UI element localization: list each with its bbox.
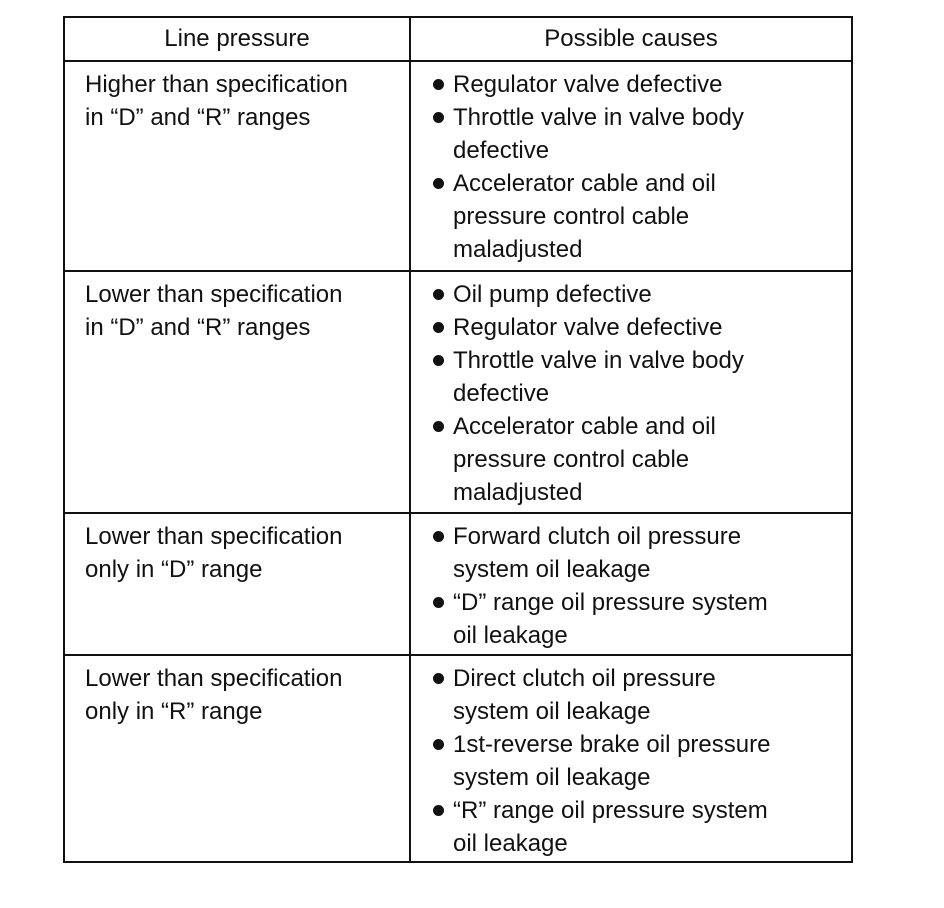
cause-item <box>431 410 839 509</box>
cause-item <box>431 586 839 652</box>
bullet-icon <box>431 101 453 134</box>
cause-item <box>431 101 839 167</box>
condition-line: only in “R” range <box>85 698 263 725</box>
cause-item <box>431 662 839 728</box>
condition-cell <box>65 62 411 270</box>
cause-line: maladjusted <box>453 236 583 263</box>
table-header-row <box>65 18 851 60</box>
cause-line: pressure control cable <box>453 203 690 230</box>
condition-cell <box>65 272 411 512</box>
bullet-icon <box>431 68 453 101</box>
cause-line: maladjusted <box>453 479 583 506</box>
bullet-icon <box>431 410 453 443</box>
condition-line: in “D” and “R” ranges <box>85 314 311 341</box>
header-possible-causes: Possible causes <box>544 25 718 52</box>
bullet-icon <box>431 344 453 377</box>
cause-item <box>431 344 839 410</box>
cause-item <box>431 167 839 266</box>
bullet-icon <box>431 586 453 619</box>
cause-line: Regulator valve defective <box>453 71 723 98</box>
cause-line: Accelerator cable and oil <box>453 170 716 197</box>
cause-line: pressure control cable <box>453 446 690 473</box>
cause-item <box>431 311 839 344</box>
condition-line: Higher than specification <box>85 71 348 98</box>
cause-line: oil leakage <box>453 830 568 857</box>
header-line-pressure: Line pressure <box>65 18 411 60</box>
cause-line: Forward clutch oil pressure <box>453 523 742 550</box>
table-row <box>65 270 851 512</box>
causes-cell <box>411 514 851 654</box>
condition-line: in “D” and “R” ranges <box>85 104 311 131</box>
condition-line: Lower than specification <box>85 281 343 308</box>
bullet-icon <box>431 278 453 311</box>
cause-line: system oil leakage <box>453 764 651 791</box>
cause-line: Accelerator cable and oil <box>453 413 716 440</box>
table-row <box>65 654 851 861</box>
cause-line: Throttle valve in valve body <box>453 347 744 374</box>
cause-line: Throttle valve in valve body <box>453 104 744 131</box>
causes-cell <box>411 62 851 270</box>
causes-cell <box>411 656 851 861</box>
cause-item <box>431 520 839 586</box>
cause-line: defective <box>453 137 550 164</box>
condition-line: Lower than specification <box>85 665 343 692</box>
cause-line: defective <box>453 380 550 407</box>
cause-line: 1st-reverse brake oil pressure <box>453 731 771 758</box>
bullet-icon <box>431 662 453 695</box>
cause-line: “R” range oil pressure system <box>453 797 768 824</box>
cause-item <box>431 278 839 311</box>
bullet-icon <box>431 728 453 761</box>
cause-item <box>431 68 839 101</box>
cause-line: Oil pump defective <box>453 281 652 308</box>
cause-item <box>431 794 839 860</box>
table-row <box>65 60 851 270</box>
condition-line: only in “D” range <box>85 556 263 583</box>
bullet-icon <box>431 311 453 344</box>
cause-line: system oil leakage <box>453 698 651 725</box>
causes-cell <box>411 272 851 512</box>
cause-line: oil leakage <box>453 622 568 649</box>
cause-line: Direct clutch oil pressure <box>453 665 716 692</box>
cause-item <box>431 728 839 794</box>
cause-line: Regulator valve defective <box>453 314 723 341</box>
condition-cell <box>65 656 411 861</box>
bullet-icon <box>431 794 453 827</box>
line-pressure-table <box>63 16 853 863</box>
table-row <box>65 512 851 654</box>
condition-cell <box>65 514 411 654</box>
cause-line: “D” range oil pressure system <box>453 589 768 616</box>
cause-line: system oil leakage <box>453 556 651 583</box>
bullet-icon <box>431 520 453 553</box>
condition-line: Lower than specification <box>85 523 343 550</box>
bullet-icon <box>431 167 453 200</box>
